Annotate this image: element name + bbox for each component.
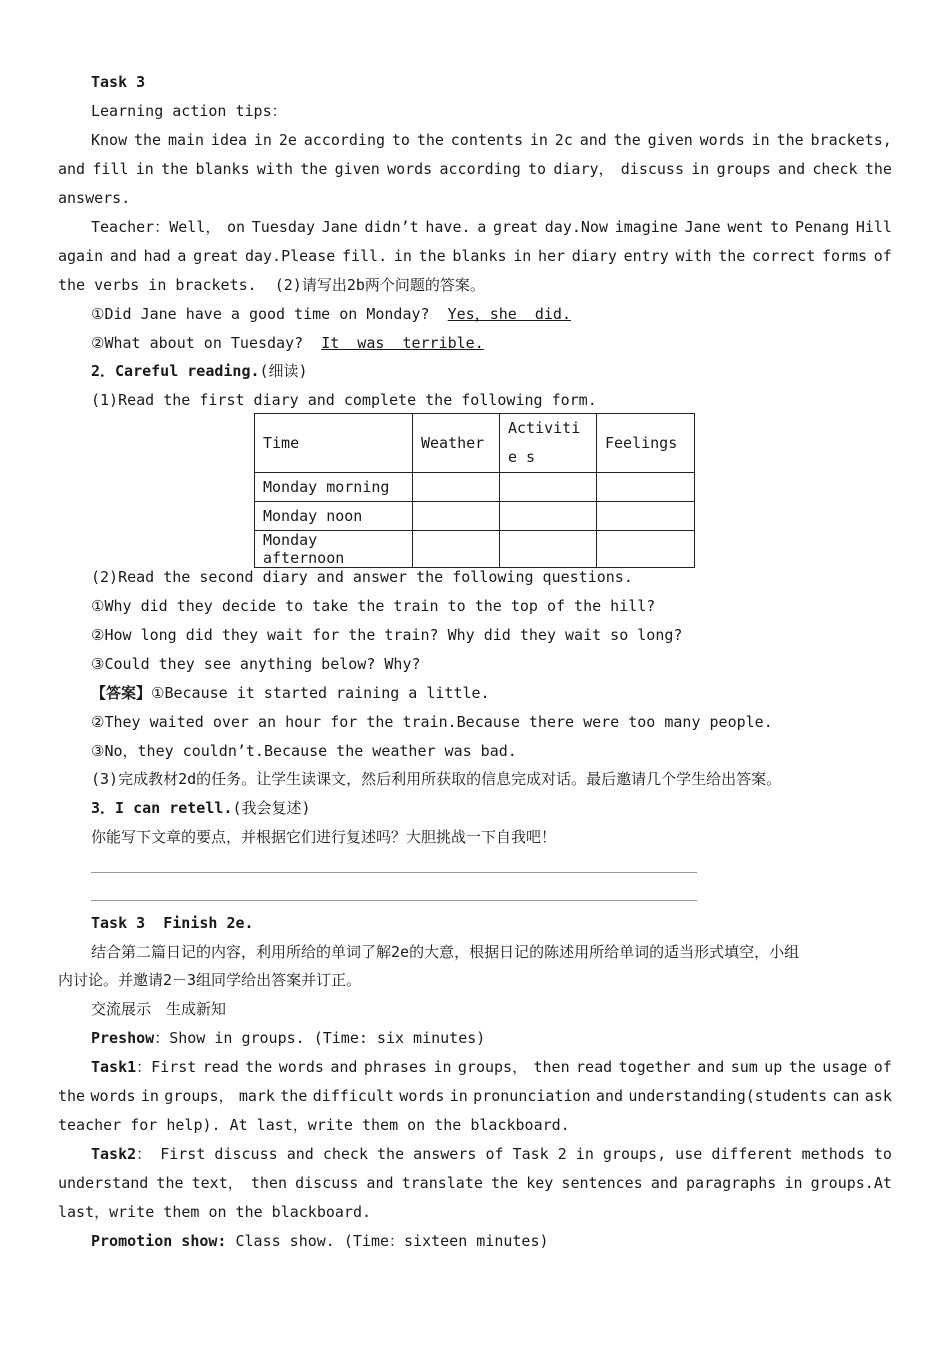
word: the: [788, 1058, 816, 1076]
word: of: [873, 1058, 892, 1076]
word: words: [387, 160, 433, 178]
careful-reading-heading: [91, 361, 308, 381]
word: the: [776, 131, 804, 149]
word: on: [227, 218, 246, 236]
word: again: [58, 247, 104, 265]
word: correct: [752, 247, 816, 265]
word: to: [770, 218, 789, 236]
word: translate: [401, 1174, 483, 1192]
reading-question-2: ②How long did they wait for the train? Why did they wait so long?: [91, 626, 683, 644]
word: didn’t: [364, 218, 419, 236]
word: ：First: [136, 1058, 197, 1076]
task2-label: Task2: [91, 1145, 137, 1163]
word: with: [256, 160, 294, 178]
word: the: [864, 160, 892, 178]
form-cell-time: Monday afternoon: [255, 531, 413, 568]
word: in: [393, 247, 412, 265]
teacher-line-1: [91, 217, 892, 237]
word: words: [278, 1058, 324, 1076]
word: in: [575, 1145, 594, 1163]
word: to: [873, 1145, 892, 1163]
word: pronunciation: [473, 1087, 591, 1105]
word: and: [58, 160, 86, 178]
word: mark: [238, 1087, 275, 1105]
word: the: [300, 160, 328, 178]
tips-line-1: [91, 130, 892, 150]
word: fill.: [341, 247, 388, 265]
retell-heading: [91, 798, 311, 818]
form-cell-feelings[interactable]: [597, 531, 695, 568]
question-1: [91, 304, 571, 324]
task1-line-2: [58, 1086, 892, 1106]
word: in: [135, 160, 154, 178]
word: Teacher：Well，: [91, 218, 221, 236]
word: discuss: [295, 1174, 359, 1192]
word: discuss: [214, 1145, 278, 1163]
careful-reading-cn: (细读): [259, 362, 308, 380]
word: in: [140, 1087, 159, 1105]
preshow-line: [91, 1028, 485, 1048]
finish-2e-heading: Task 3 Finish 2e.: [91, 914, 254, 932]
answer-1: Yes，she did.: [447, 305, 571, 323]
word: text，: [191, 1174, 243, 1192]
word: up: [764, 1058, 783, 1076]
answer-2: It was terrible.: [321, 334, 484, 352]
answer-line-1: [91, 683, 490, 703]
word: Jane: [684, 218, 721, 236]
reading-question-1: ①Why did they decide to take the train to the top of the hill?: [91, 597, 656, 615]
word: with: [675, 247, 712, 265]
word: in: [784, 1174, 803, 1192]
answer-line-2: ②They waited over an hour for the train.Because there were too many people.: [91, 713, 773, 731]
word: words: [699, 131, 745, 149]
form-cell-activities[interactable]: [500, 473, 597, 502]
tips-heading: Learning action tips：: [91, 102, 287, 120]
word: the: [491, 1174, 519, 1192]
tips-line-2: [58, 159, 892, 179]
word: in: [253, 131, 272, 149]
word: check: [812, 160, 858, 178]
word: and: [778, 160, 806, 178]
task-2d-instruction: (3)完成教材2d的任务。让学生读课文，然后利用所获取的信息完成对话。最后邀请几个学生给出答案。: [91, 770, 782, 788]
word: diary，: [553, 160, 614, 178]
word: a: [177, 247, 187, 265]
word: to: [391, 131, 410, 149]
word: sentences: [561, 1174, 643, 1192]
task1-words: [136, 1057, 892, 1077]
word: and: [366, 1174, 394, 1192]
word: in: [513, 247, 532, 265]
form-cell-weather[interactable]: [413, 502, 500, 531]
form-cell-feelings[interactable]: [597, 502, 695, 531]
preshow-text: ：Show in groups. (Time: six minutes): [154, 1029, 486, 1047]
question-2-text: ②What about on Tuesday?: [91, 334, 322, 352]
word: and: [330, 1058, 358, 1076]
form-cell-time: Monday noon: [255, 502, 413, 531]
teacher-line-3: the verbs in brackets. (2)请写出2b两个问题的答案。: [58, 276, 485, 294]
word: the: [58, 1087, 86, 1105]
word: different: [711, 1145, 793, 1163]
word: then: [250, 1174, 287, 1192]
word: methods: [801, 1145, 865, 1163]
writing-line-2[interactable]: [91, 900, 697, 901]
tips-line-3: answers.: [58, 189, 131, 207]
task2-words: [136, 1144, 892, 1164]
word: of: [485, 1145, 504, 1163]
word: Hill: [855, 218, 892, 236]
word: understand: [58, 1174, 149, 1192]
promotion-label: Promotion show:: [91, 1232, 227, 1250]
word: the: [280, 1087, 308, 1105]
word: of: [873, 247, 892, 265]
word: in: [751, 131, 770, 149]
word: Tuesday: [251, 218, 315, 236]
word: main: [167, 131, 205, 149]
word: in: [529, 131, 548, 149]
task2-line-2: [58, 1173, 892, 1193]
form-header-feelings: Feelings: [597, 414, 695, 473]
task1-label: Task1: [91, 1058, 137, 1076]
word: Penang: [794, 218, 850, 236]
word: in: [691, 160, 710, 178]
word: read: [576, 1058, 613, 1076]
word: imagine: [614, 218, 678, 236]
word: the: [245, 1058, 273, 1076]
word: groups: [716, 160, 771, 178]
word: blanks: [452, 247, 507, 265]
word: use: [675, 1145, 703, 1163]
word: the: [377, 1145, 405, 1163]
writing-line-1[interactable]: [91, 872, 697, 873]
word: diary: [571, 247, 617, 265]
word: and: [697, 1058, 725, 1076]
task2-line-1: [91, 1144, 892, 1164]
word: difficult: [312, 1087, 394, 1105]
word: and: [650, 1174, 678, 1192]
word: First: [160, 1145, 206, 1163]
word: usage: [822, 1058, 868, 1076]
preshow-label: Preshow: [91, 1029, 155, 1047]
answer-label: 【答案】: [91, 684, 152, 702]
word: according: [303, 131, 386, 149]
form-cell-weather[interactable]: [413, 473, 500, 502]
word: great: [492, 218, 539, 236]
word: the: [133, 131, 162, 149]
form-cell-activities[interactable]: [500, 502, 597, 531]
word: key: [526, 1174, 554, 1192]
word: fill: [92, 160, 129, 178]
word: had: [143, 247, 171, 265]
word: 2: [557, 1145, 567, 1163]
form-cell-time: Monday morning: [255, 473, 413, 502]
word: understanding(students: [628, 1087, 828, 1105]
word: forms: [821, 247, 868, 265]
word: can: [832, 1087, 860, 1105]
word: 2c: [554, 131, 573, 149]
word: great: [193, 247, 239, 265]
diary-form-table: [254, 413, 695, 568]
exchange-heading: 交流展示 生成新知: [91, 1000, 227, 1018]
answer-1-text: ①Because it started raining a little.: [151, 684, 490, 702]
task1-line-3: teacher for help). At last，write them on the blackboard.: [58, 1116, 570, 1134]
word: Task: [512, 1145, 549, 1163]
word: groups,: [602, 1145, 667, 1163]
retell-title: 3．I can retell.: [91, 799, 233, 817]
word: a: [477, 218, 487, 236]
task1-line-1: [91, 1057, 892, 1077]
word: and: [286, 1145, 314, 1163]
word: the: [156, 1174, 184, 1192]
word: day.Please: [244, 247, 336, 265]
finish-2e-line-2: 内讨论。并邀请2－3组同学给出答案并订正。: [58, 971, 362, 989]
word: discuss: [620, 160, 684, 178]
task2-line-3: last，write them on the blackboard.: [58, 1203, 372, 1221]
word: went: [727, 218, 764, 236]
word: the: [718, 247, 746, 265]
word: to: [528, 160, 547, 178]
word: given: [334, 160, 380, 178]
word: the: [161, 160, 189, 178]
word: the: [416, 131, 444, 149]
form-header-time: Time: [255, 414, 413, 473]
form-cell-weather[interactable]: [413, 531, 500, 568]
word: according: [439, 160, 521, 178]
retell-cn: (我会复述): [232, 799, 311, 817]
word: groups.At: [810, 1174, 892, 1192]
form-cell-activities[interactable]: [500, 531, 597, 568]
read-instruction-2: (2)Read the second diary and answer the following questions.: [91, 568, 633, 586]
word: ask: [864, 1087, 892, 1105]
word: the: [613, 131, 641, 149]
word: ：: [136, 1145, 152, 1163]
form-header-weather: Weather: [413, 414, 500, 473]
word: entry: [623, 247, 669, 265]
question-1-text: ①Did Jane have a good time on Monday?: [91, 305, 448, 323]
reading-question-3: ③Could they see anything below? Why?: [91, 655, 421, 673]
word: groups，: [457, 1058, 528, 1076]
word: given: [647, 131, 693, 149]
word: phrases: [363, 1058, 428, 1076]
word: in: [433, 1058, 452, 1076]
word: day.Now: [544, 218, 608, 236]
word: and: [595, 1087, 623, 1105]
word: paragraphs: [686, 1174, 777, 1192]
question-2: [91, 333, 484, 353]
word: in: [449, 1087, 468, 1105]
word: brackets,: [810, 131, 892, 149]
word: words: [399, 1087, 445, 1105]
word: read: [202, 1058, 239, 1076]
word: the: [418, 247, 446, 265]
word: answers: [413, 1145, 477, 1163]
form-cell-feelings[interactable]: [597, 473, 695, 502]
word: and: [579, 131, 607, 149]
promotion-line: [91, 1231, 549, 1251]
answer-line-3: ③No，they couldn’t.Because the weather was bad.: [91, 742, 517, 760]
word: have.: [425, 218, 471, 236]
word: words: [90, 1087, 136, 1105]
careful-reading-title: 2．Careful reading.: [91, 362, 260, 380]
form-header-activities: Activitie s: [500, 414, 597, 473]
word: check: [322, 1145, 368, 1163]
retell-prompt: 你能写下文章的要点，并根据它们进行复述吗？大胆挑战一下自我吧！: [91, 828, 557, 846]
word: then: [533, 1058, 570, 1076]
task3-heading: Task 3: [91, 73, 146, 91]
word: her: [537, 247, 566, 265]
word: Jane: [321, 218, 358, 236]
read-instruction-1: (1)Read the first diary and complete the following form.: [91, 391, 597, 409]
word: 2e: [278, 131, 297, 149]
word: blanks: [195, 160, 250, 178]
word: sum: [730, 1058, 758, 1076]
finish-2e-line-1: 结合第二篇日记的内容，利用所给的单词了解2e的大意，根据日记的陈述用所给单词的适当形式填空，小组: [91, 943, 800, 961]
teacher-line-2: [58, 246, 892, 266]
word: Know: [91, 131, 128, 149]
promotion-text: Class show. (Time：sixteen minutes): [226, 1232, 549, 1250]
word: together: [618, 1058, 691, 1076]
word: contents: [450, 131, 524, 149]
word: and: [109, 247, 137, 265]
word: groups，: [164, 1087, 234, 1105]
word: idea: [210, 131, 248, 149]
